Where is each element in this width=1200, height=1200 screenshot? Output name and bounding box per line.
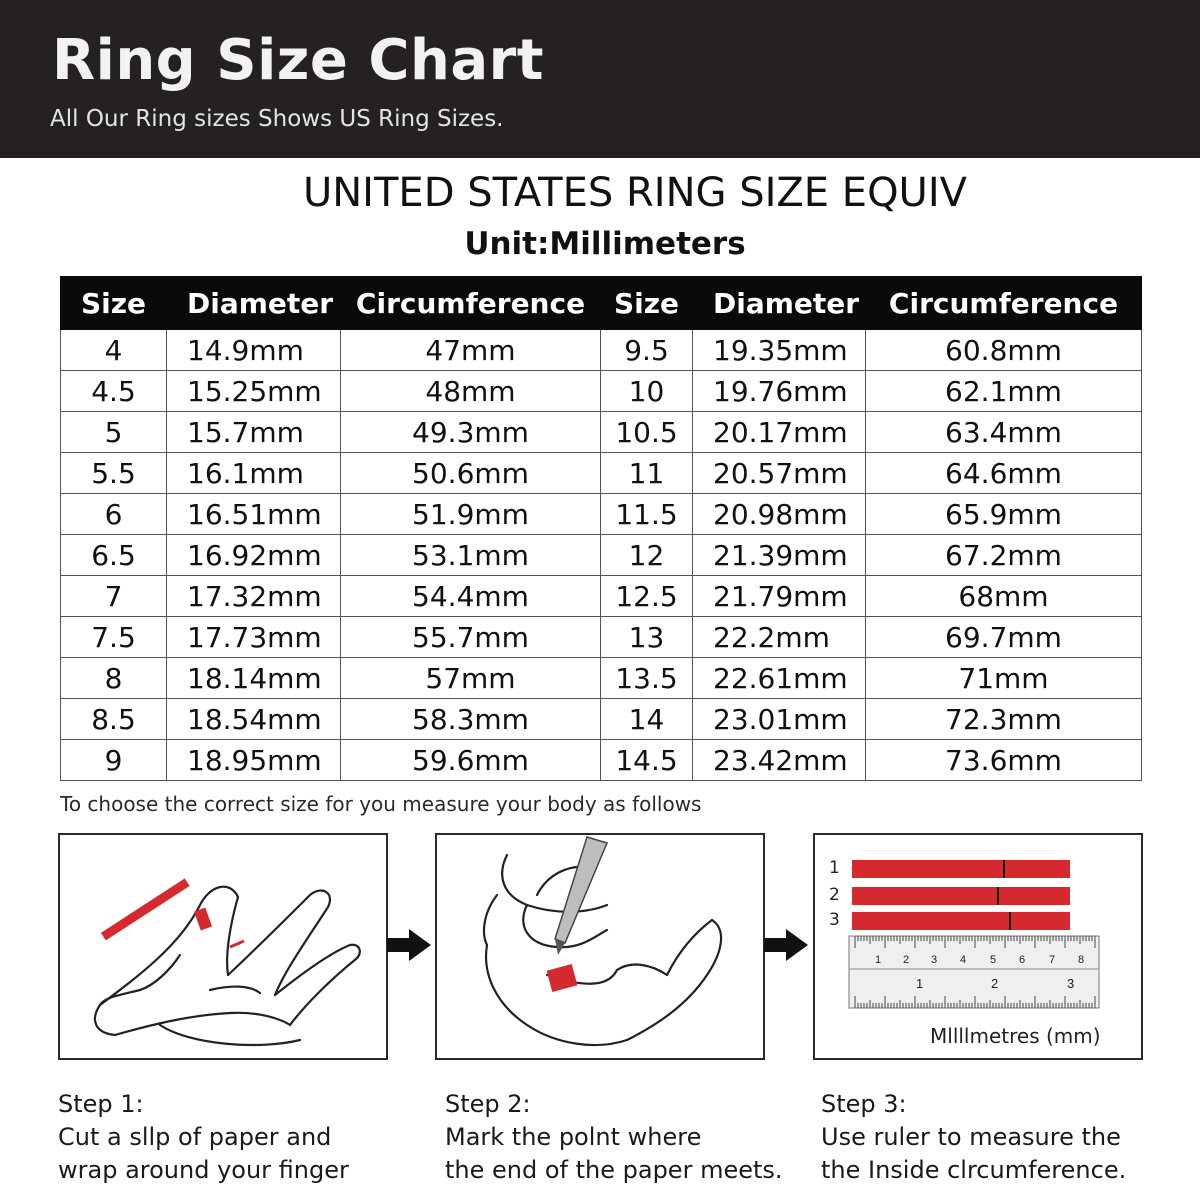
table-cell: 64.6mm (866, 453, 1142, 494)
table-cell: 14.9mm (167, 330, 341, 371)
table-cell: 19.35mm (693, 330, 866, 371)
strip-number: 3 (829, 910, 840, 930)
svg-text:1: 1 (875, 954, 882, 966)
table-cell: 55.7mm (341, 617, 601, 658)
svg-text:1: 1 (916, 976, 924, 991)
pen-icon (437, 835, 767, 1062)
table-cell: 5.5 (61, 453, 167, 494)
table-row (61, 412, 1142, 453)
step-text: Mark the polnt where (445, 1123, 702, 1151)
table-cell: 15.7mm (167, 412, 341, 453)
table-row (61, 371, 1142, 412)
arrow-right-icon (762, 925, 812, 969)
svg-text:2: 2 (903, 954, 910, 966)
strip-number: 1 (829, 858, 840, 878)
table-header-row (61, 277, 1142, 330)
table-cell: 11.5 (601, 494, 693, 535)
ruler-unit-label: Mllllmetres (mm) (930, 1024, 1101, 1048)
table-cell: 62.1mm (866, 371, 1142, 412)
table-cell: 22.2mm (693, 617, 866, 658)
table-cell: 51.9mm (341, 494, 601, 535)
table-cell: 72.3mm (866, 699, 1142, 740)
column-header: Diameter (693, 277, 866, 330)
table-cell: 49.3mm (341, 412, 601, 453)
svg-text:2: 2 (991, 976, 999, 991)
table-cell: 4.5 (61, 371, 167, 412)
table-cell: 21.79mm (693, 576, 866, 617)
table-cell: 54.4mm (341, 576, 601, 617)
table-cell: 11 (601, 453, 693, 494)
table-cell: 65.9mm (866, 494, 1142, 535)
svg-text:6: 6 (1019, 954, 1026, 966)
table-row (61, 535, 1142, 576)
table-cell: 8 (61, 658, 167, 699)
table-cell: 59.6mm (341, 740, 601, 781)
table-cell: 22.61mm (693, 658, 866, 699)
table-cell: 50.6mm (341, 453, 601, 494)
table-row (61, 330, 1142, 371)
table-cell: 71mm (866, 658, 1142, 699)
table-cell: 6.5 (61, 535, 167, 576)
table-cell: 14 (601, 699, 693, 740)
svg-text:7: 7 (1049, 954, 1056, 966)
table-cell: 7.5 (61, 617, 167, 658)
table-cell: 9 (61, 740, 167, 781)
step-text: the Inside clrcumference. (821, 1156, 1127, 1184)
table-cell: 48mm (341, 371, 601, 412)
step3-caption (821, 1088, 1126, 1187)
table-row (61, 740, 1142, 781)
table-cell: 53.1mm (341, 535, 601, 576)
step2-caption (445, 1088, 783, 1187)
table-cell: 8.5 (61, 699, 167, 740)
table-cell: 47mm (341, 330, 601, 371)
step-title: Step 1: (58, 1090, 144, 1118)
table-cell: 18.14mm (167, 658, 341, 699)
table-cell: 10 (601, 371, 693, 412)
table-cell: 14.5 (601, 740, 693, 781)
column-header: Circumference (341, 277, 601, 330)
step-text: Use ruler to measure the (821, 1123, 1121, 1151)
table-cell: 4 (61, 330, 167, 371)
table-cell: 19.76mm (693, 371, 866, 412)
table-cell: 23.01mm (693, 699, 866, 740)
table-cell: 67.2mm (866, 535, 1142, 576)
table-cell: 18.54mm (167, 699, 341, 740)
header-banner (0, 0, 1200, 158)
instructions-text: To choose the correct size for you measure your body as follows (60, 792, 702, 816)
strip-number: 2 (829, 885, 840, 905)
svg-text:3: 3 (931, 954, 938, 966)
table-cell: 17.73mm (167, 617, 341, 658)
page-subtitle: All Our Ring sizes Shows US Ring Sizes. (50, 106, 504, 132)
table-row (61, 494, 1142, 535)
table-cell: 23.42mm (693, 740, 866, 781)
table-cell: 18.95mm (167, 740, 341, 781)
table-cell: 12 (601, 535, 693, 576)
step-text: the end of the paper meets. (445, 1156, 783, 1184)
arrow-right-icon (385, 925, 435, 969)
table-row (61, 658, 1142, 699)
svg-text:8: 8 (1078, 954, 1085, 966)
svg-text:4: 4 (960, 954, 967, 966)
step-title: Step 2: (445, 1090, 531, 1118)
table-cell: 63.4mm (866, 412, 1142, 453)
table-cell: 73.6mm (866, 740, 1142, 781)
step1-illustration (58, 833, 388, 1060)
table-row (61, 699, 1142, 740)
table-cell: 6 (61, 494, 167, 535)
step1-caption (58, 1088, 349, 1187)
table-title: UNITED STATES RING SIZE EQUIV (302, 170, 967, 216)
step2-illustration (435, 833, 765, 1060)
page-title: Ring Size Chart (52, 28, 545, 93)
table-cell: 20.98mm (693, 494, 866, 535)
column-header: Size (601, 277, 693, 330)
table-cell: 13.5 (601, 658, 693, 699)
table-row (61, 576, 1142, 617)
table-row (61, 617, 1142, 658)
table-cell: 60.8mm (866, 330, 1142, 371)
table-cell: 12.5 (601, 576, 693, 617)
step-title: Step 3: (821, 1090, 907, 1118)
step-text: wrap around your finger (58, 1156, 349, 1184)
table-cell: 10.5 (601, 412, 693, 453)
table-cell: 20.17mm (693, 412, 866, 453)
svg-text:5: 5 (990, 954, 997, 966)
table-cell: 16.1mm (167, 453, 341, 494)
table-cell: 13 (601, 617, 693, 658)
table-cell: 58.3mm (341, 699, 601, 740)
ring-size-table (60, 276, 1142, 781)
table-row (61, 453, 1142, 494)
table-cell: 16.51mm (167, 494, 341, 535)
table-unit: Unit:Millimeters (464, 226, 746, 262)
column-header: Circumference (866, 277, 1142, 330)
table-cell: 5 (61, 412, 167, 453)
step-text: Cut a sllp of paper and (58, 1123, 332, 1151)
svg-text:3: 3 (1067, 976, 1075, 991)
table-cell: 20.57mm (693, 453, 866, 494)
table-cell: 21.39mm (693, 535, 866, 576)
table-cell: 9.5 (601, 330, 693, 371)
table-cell: 17.32mm (167, 576, 341, 617)
hand-icon (60, 835, 390, 1062)
table-cell: 68mm (866, 576, 1142, 617)
table-cell: 15.25mm (167, 371, 341, 412)
column-header: Diameter (167, 277, 341, 330)
table-cell: 57mm (341, 658, 601, 699)
table-cell: 69.7mm (866, 617, 1142, 658)
table-cell: 16.92mm (167, 535, 341, 576)
column-header: Size (61, 277, 167, 330)
table-cell: 7 (61, 576, 167, 617)
